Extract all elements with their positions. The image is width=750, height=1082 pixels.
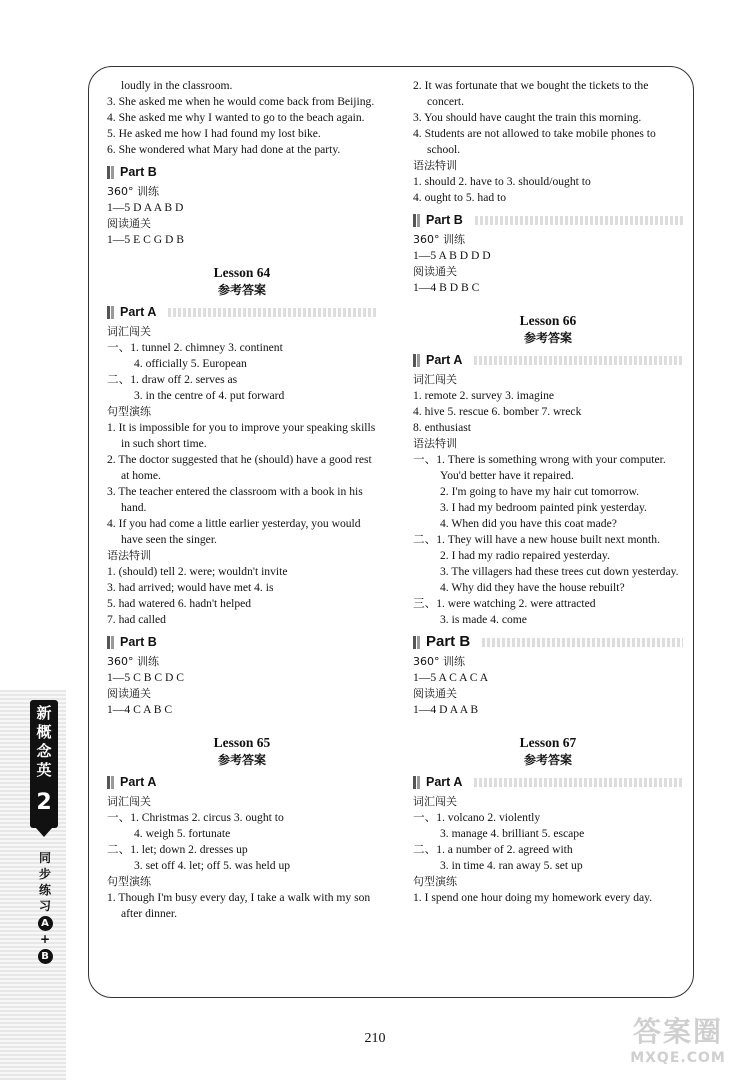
part-marker-icon — [413, 214, 420, 227]
series-subtitle: 同 步 练 习 A + B — [34, 850, 56, 964]
part-a-heading: Part A — [413, 352, 683, 368]
answer-line: 2. It was fortunate that we bought the tickets to the concert. — [413, 79, 649, 108]
answer-line: 2. I had my radio repaired yesterday. — [440, 549, 610, 562]
page-number: 210 — [364, 1031, 386, 1046]
heading-bar — [474, 356, 683, 365]
answer-line: 3. manage 4. brilliant 5. escape — [440, 827, 585, 840]
answer-line: 1—5 D A A B D — [107, 201, 184, 214]
answer-line: 3. I had my bedroom painted pink yesterday. — [440, 501, 647, 514]
answer-line: 8. enthusiast — [413, 421, 471, 434]
answer-line: 一、1. tunnel 2. chimney 3. continent — [107, 341, 283, 354]
answer-line: 3. The villagers had these trees cut down yesterday. — [440, 565, 679, 578]
answer-line: 3. You should have caught the train this morning. — [413, 111, 642, 124]
part-marker-icon — [107, 306, 114, 319]
answer-line: 1—5 E C G D B — [107, 233, 184, 246]
answer-line: 1. I spend one hour doing my homework every day. — [413, 891, 653, 904]
answer-line: 4. She asked me why I wanted to go to the beach again. — [107, 111, 365, 124]
part-marker-icon — [413, 776, 420, 789]
heading-bar — [482, 638, 683, 647]
answer-line: 1. (should) tell 2. were; wouldn't invite — [107, 565, 288, 578]
answer-line: 1. It is impossible for you to improve your speaking skills in such short time. — [107, 421, 376, 450]
section-label: 词汇闯关 — [413, 795, 457, 808]
answer-line: 5. had watered 6. hadn't helped — [107, 597, 252, 610]
answer-line: 3. set off 4. let; off 5. was held up — [134, 859, 291, 872]
section-label: 句型演练 — [107, 405, 151, 418]
answer-line: 1. remote 2. survey 3. imagine — [413, 389, 555, 402]
answer-line: 3. The teacher entered the classroom with a book in his hand. — [107, 485, 363, 514]
heading-bar — [168, 308, 377, 317]
part-a-heading: Part A — [413, 774, 683, 790]
answer-line: 4. officially 5. European — [134, 357, 247, 370]
answer-line: 3. in time 4. ran away 5. set up — [440, 859, 583, 872]
part-marker-icon — [107, 166, 114, 179]
answer-line: 4. hive 5. rescue 6. bomber 7. wreck — [413, 405, 582, 418]
lesson-title: Lesson 67 — [519, 735, 577, 750]
answers-heading: 参考答案 — [217, 753, 266, 767]
answer-line: 一、1. volcano 2. violently — [413, 811, 541, 824]
answer-line: 1. should 2. have to 3. should/ought to — [413, 175, 591, 188]
section-label: 360° 训练 — [413, 655, 465, 668]
answer-line: 二、1. a number of 2. agreed with — [413, 843, 573, 856]
answer-line: 4. weigh 5. fortunate — [134, 827, 231, 840]
section-label: 360° 训练 — [107, 185, 159, 198]
lesson-title: Lesson 65 — [213, 735, 271, 750]
answer-line: 7. had called — [107, 613, 166, 626]
right-column — [413, 78, 683, 906]
section-label: 阅读通关 — [107, 217, 151, 230]
answer-line: 4. Students are not allowed to take mobile phones to school. — [413, 127, 656, 156]
part-a-heading: Part A — [107, 774, 377, 790]
section-label: 语法特训 — [107, 549, 151, 562]
answer-line: 4. ought to 5. had to — [413, 191, 507, 204]
section-label: 语法特训 — [413, 159, 457, 172]
answer-line: 5. He asked me how I had found my lost bike. — [107, 127, 321, 140]
answer-line: 二、1. let; down 2. dresses up — [107, 843, 248, 856]
part-a-heading: Part A — [107, 304, 377, 320]
badge-a: A — [38, 916, 53, 931]
answer-line: 1—4 B D B C — [413, 281, 480, 294]
series-title: 新 概 念 英 — [36, 704, 52, 779]
answer-line: 二、1. draw off 2. serves as — [107, 373, 238, 386]
answer-line: 三、1. were watching 2. were attracted — [413, 597, 596, 610]
badge-b: B — [38, 949, 53, 964]
lesson-title: Lesson 64 — [213, 265, 271, 280]
part-b-heading: Part B — [107, 164, 377, 180]
part-marker-icon — [413, 636, 420, 649]
part-marker-icon — [107, 636, 114, 649]
section-label: 词汇闯关 — [413, 373, 457, 386]
section-label: 词汇闯关 — [107, 325, 151, 338]
answer-line: 4. Why did they have the house rebuilt? — [440, 581, 625, 594]
answer-line: 4. When did you have this coat made? — [440, 517, 617, 530]
answer-line: 3. She asked me when he would come back from Beijing. — [107, 95, 375, 108]
section-label: 阅读通关 — [413, 687, 457, 700]
heading-bar — [475, 216, 683, 225]
answers-heading: 参考答案 — [523, 331, 572, 345]
answer-line: 4. If you had come a little earlier yesterday, you would have seen the singer. — [107, 517, 361, 546]
answer-line: 2. The doctor suggested that he (should) have a good rest at home. — [107, 453, 372, 482]
series-number: 2 — [36, 790, 52, 815]
answer-line: 6. She wondered what Mary had done at the party. — [107, 143, 341, 156]
lesson-title: Lesson 66 — [519, 313, 577, 328]
answer-line: 1—5 A C A C A — [413, 671, 489, 684]
section-label: 360° 训练 — [107, 655, 159, 668]
answers-heading: 参考答案 — [523, 753, 572, 767]
part-marker-icon — [107, 776, 114, 789]
answer-line: 1—5 A B D D D — [413, 249, 491, 262]
answer-line: 1—4 C A B C — [107, 703, 173, 716]
heading-bar — [474, 778, 683, 787]
plus-sign: + — [39, 932, 51, 946]
answer-line: 1. Though I'm busy every day, I take a walk with my son after dinner. — [107, 891, 371, 920]
answer-line: 1—4 D A A B — [413, 703, 479, 716]
section-label: 句型演练 — [107, 875, 151, 888]
section-label: 阅读通关 — [107, 687, 151, 700]
answer-line: 3. is made 4. come — [440, 613, 527, 626]
watermark: 答案圈 MXQE.COM — [630, 1015, 726, 1066]
answer-line: 二、1. They will have a new house built next month. — [413, 533, 660, 546]
part-b-heading: Part B — [107, 634, 377, 650]
answer-line: 1—5 C B C D C — [107, 671, 184, 684]
section-label: 语法特训 — [413, 437, 457, 450]
answer-line: 3. in the centre of 4. put forward — [134, 389, 285, 402]
part-b-heading: Part B — [413, 212, 683, 228]
section-label: 360° 训练 — [413, 233, 465, 246]
answer-line: 一、1. Christmas 2. circus 3. ought to — [107, 811, 284, 824]
answer-line: 3. had arrived; would have met 4. is — [107, 581, 274, 594]
answer-line: 一、1. There is something wrong with your computer. You'd better have it repaired. — [413, 453, 666, 482]
answer-line: loudly in the classroom. — [121, 79, 233, 92]
answers-heading: 参考答案 — [217, 283, 266, 297]
left-column — [107, 78, 377, 922]
part-b-heading: Part B — [413, 634, 683, 650]
answer-line: 2. I'm going to have my hair cut tomorrow. — [440, 485, 640, 498]
section-label: 词汇闯关 — [107, 795, 151, 808]
part-marker-icon — [413, 354, 420, 367]
section-label: 阅读通关 — [413, 265, 457, 278]
section-label: 句型演练 — [413, 875, 457, 888]
